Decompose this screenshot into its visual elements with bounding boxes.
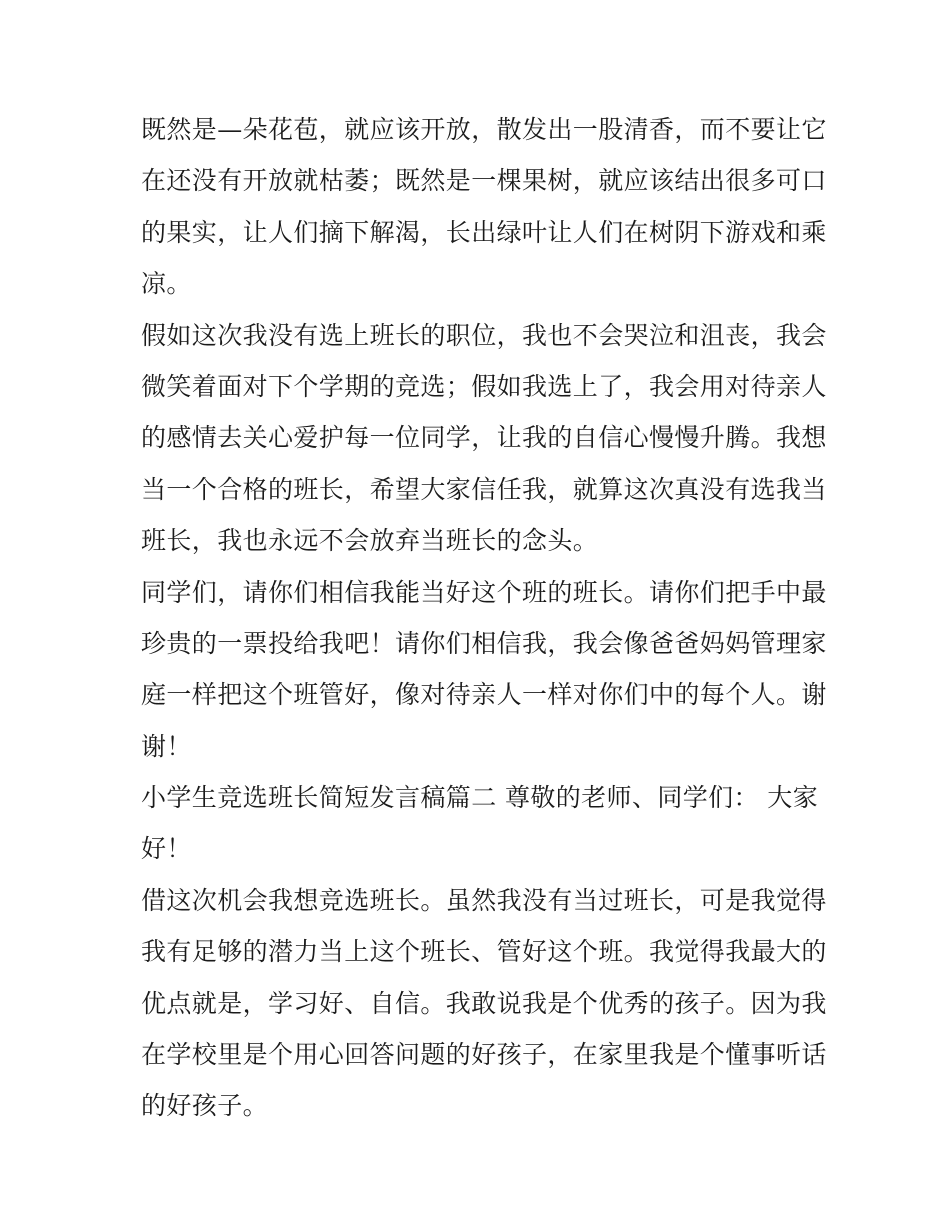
text-line: 好！	[141, 834, 192, 864]
text-line: 在还没有开放就枯萎；既然是一棵果树，就应该结出很多可口	[141, 166, 827, 196]
document-body	[141, 104, 827, 1132]
text-line: 既然是—朵花苞，就应该开放，散发出一股清香，而不要让它	[141, 115, 827, 144]
text-line: 的感情去关心爱护每一位同学，让我的自信心慢慢升腾。我想	[141, 423, 827, 453]
text-line: 优点就是，学习好、自信。我敢说我是个优秀的孩子。因为我	[141, 988, 827, 1018]
text-line: 凉。	[141, 269, 192, 299]
text-line: 班长，我也永远不会放弃当班长的念头。	[141, 526, 599, 556]
text-line: 小学生竞选班长简短发言稿篇二 尊敬的老师、同学们： 大家	[141, 783, 819, 813]
text-line: 借这次机会我想竞选班长。虽然我没有当过班长，可是我觉得	[141, 885, 827, 915]
text-line: 的好孩子。	[141, 1091, 269, 1121]
text-line: 在学校里是个用心回答问题的好孩子，在家里我是个懂事听话	[141, 1040, 827, 1070]
text-line: 的果实，让人们摘下解渴，长出绿叶让人们在树阴下游戏和乘	[141, 217, 827, 247]
paragraph-5	[141, 875, 827, 1132]
paragraph-2	[141, 310, 827, 567]
text-line: 假如这次我没有选上班长的职位，我也不会哭泣和沮丧，我会	[141, 320, 827, 350]
text-line: 我有足够的潜力当上这个班长、管好这个班。我觉得我最大的	[141, 937, 827, 967]
text-line: 当一个合格的班长，希望大家信任我，就算这次真没有选我当	[141, 474, 827, 504]
text-line: 珍贵的一票投给我吧！请你们相信我，我会像爸爸妈妈管理家	[141, 628, 827, 658]
text-line: 微笑着面对下个学期的竞选；假如我选上了，我会用对待亲人	[141, 371, 827, 401]
text-line: 庭一样把这个班管好，像对待亲人一样对你们中的每个人。谢	[141, 680, 827, 710]
paragraph-1	[141, 104, 827, 310]
text-line: 谢！	[141, 731, 192, 761]
paragraph-3	[141, 567, 827, 773]
text-line: 同学们，请你们相信我能当好这个班的班长。请你们把手中最	[141, 577, 827, 607]
paragraph-4-heading	[141, 772, 821, 875]
